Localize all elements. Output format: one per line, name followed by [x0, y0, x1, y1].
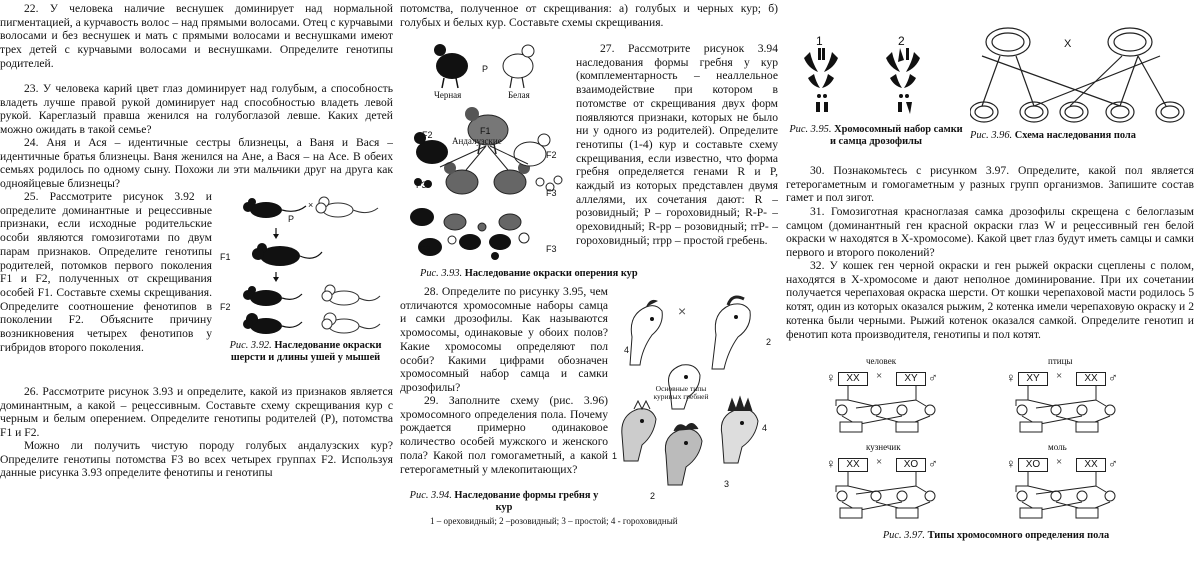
- mouse-black-icon: [243, 313, 302, 334]
- male-symbol-icon: ♂: [1108, 456, 1118, 471]
- mouse-white-icon: [322, 313, 380, 333]
- fig392-caption: [218, 340, 393, 364]
- figure-3-94: [612, 285, 778, 513]
- figure-3-92: [218, 192, 393, 342]
- sex-inheritance-scheme: [970, 24, 1200, 130]
- fig394-num-2: 2: [650, 491, 656, 501]
- fig393-andalusian-label: Андалузские: [452, 136, 502, 146]
- fig396-caption: [970, 130, 1200, 142]
- fig392-p-label: P: [288, 214, 295, 224]
- white-hen-icon: [514, 134, 550, 166]
- fig397-group-birds: [1006, 370, 1166, 436]
- mouse-white-icon: [316, 197, 378, 217]
- task-26: 26. Рассмотрите рисунок 3.93 и определите, какой из признаков является доминантным, а какой – рецессивным. Составьте схему скрещивания кур с черным и белым оперением. Определите генотипы родителей (P), потомства F1 и F2.: [0, 385, 393, 440]
- fig393-f1-label: F1: [480, 126, 491, 136]
- fig395-num-2: 2: [898, 34, 905, 48]
- fig397-male-genotype: XX: [1076, 458, 1106, 472]
- gamete-circle: [837, 405, 847, 415]
- fig392-f1-label: F1: [220, 252, 231, 262]
- task-24: 24. Аня и Ася – идентичные сестры близнецы, а Ваня и Вася – идентичные братья близнецы. Ваня женился на Ане, а Вася – на Асе. В обеих семьях родилось по одному сыну. Похожи ли эти мальчики друг на друга как однояйцевые близнецы?: [0, 136, 393, 191]
- task-31: 31. Гомозиготная красноглазая самка дрозофилы скрещена с белоглазым самцом (доминантный ген красной окраски глаз W и рецессивный ген белой окраски w находятся в Х-хромосоме). Какой цвет глаз будут иметь самцы и самки первого и второго поколений?: [786, 205, 1194, 260]
- fig397-group-name: моль: [1048, 442, 1067, 452]
- female-symbol-icon: ♀: [1006, 370, 1016, 385]
- fig393-f3-label-1: F3: [416, 180, 427, 190]
- fig394-cross: ×: [678, 303, 687, 319]
- rooster-head-icon: [712, 297, 750, 369]
- figure-3-96: [970, 24, 1200, 130]
- female-symbol-icon: ♀: [1006, 456, 1016, 471]
- fig396-cross: Х: [1064, 38, 1072, 50]
- task-26-end: потомства, полученное от скрещивания: а) голубых и черных кур; б) голубых и белых кур. Составьте схемы скрещивания.: [400, 2, 778, 29]
- male-symbol-icon: ♂: [928, 370, 938, 385]
- task-26-continued: Можно ли получить чистую породу голубых андалузских кур? Определите генотипы потомства F3 во всех четырех группах F2. Используя данные рисунка 3.93 определите фенотипы и генотипы: [0, 439, 393, 480]
- task-32: 32. У кошек ген черной окраски и ген рыжей окраски сцеплены с полом, находятся в Х-хромосоме и дают неполное доминирование. При их сочетании получается черепаховая окраска шерсти. От кошки черепаховой масти родилось 5 котят, один из которых оказался рыжим, 2 котенка имели черепаховую окраску и 2 котенка были черными. Рыжий котенок оказался самкой. Определите генотип и фенотип кота производителя, генотипы и пол котят.: [786, 259, 1194, 341]
- fig394-caption-number: Рис. 3.94.: [409, 490, 452, 501]
- mouse-white-icon: [322, 285, 380, 305]
- task-27: 27. Рассмотрите рисунок 3.94 наследования формы гребня у кур (комплементарность – неаллельное взаимодействие при котором в потомстве от скрещивания двух форм появляются признаки, которых не было ни у одного из родителей). Определите генотипы (1-4) кур и составьте схему скрещивания, если известно, что форма гребня определяется генами R и P, каждый из которых представлен двумя аллелями, их сочетания дают: R – розовидный; P – гороховидный; R-P- – ореховидный; R-pp – розовидный; rrP- – гороховидный; rrpp – простой гребень.: [576, 42, 778, 247]
- fig395-caption: [786, 124, 966, 148]
- fig397-group-moth: [1006, 456, 1166, 522]
- fig393-caption: [420, 268, 680, 280]
- fig397-caption-text: Типы хромосомного определения пола: [927, 530, 1110, 541]
- male-symbol-icon: ♂: [1108, 370, 1118, 385]
- fig393-f2-label-left: F2: [422, 130, 433, 140]
- chromosome-set-female-icon: [804, 48, 838, 112]
- fig393-p-label: P: [482, 64, 489, 74]
- fig395-caption-text: Хромосомный набор самки и самца дрозофилы: [829, 124, 963, 147]
- task-28: 28. Определите по рисунку 3.95, чем отличаются хромосомные наборы самца и самки дрозофилы. Как называются хромосомы, одинаковые у обоих полов? Какие хромосомы определяют пол особи? Какими цифрами обозначен хромосомный набор самца и самки дрозофилы?: [400, 285, 608, 394]
- drosophila-chromosomes-illustration: [794, 38, 954, 118]
- fig394-num-4: 4: [624, 345, 630, 355]
- fig394-num-1: 1: [612, 451, 618, 461]
- task-30: 30. Познакомьтесь с рисунком 3.97. Определите, какой пол является гетерогаметным и гомогаметным у разных групп организмов. Запишите состав гамет и пол зигот.: [786, 164, 1194, 205]
- male-symbol-icon: ♂: [928, 456, 938, 471]
- fig394-legend: 1 – ореховидный; 2 –розовидный; 3 – простой; 4 - гороховидный: [430, 516, 678, 526]
- fig394-num-4b: 4: [762, 423, 768, 433]
- figure-3-97: [826, 356, 1166, 526]
- chick-group-icon: [444, 214, 486, 250]
- fig394-num-2-top: 2: [766, 337, 772, 347]
- column-middle: [400, 0, 778, 580]
- rooster-head-icon: [622, 401, 656, 461]
- fig397-group-name: человек: [866, 356, 897, 366]
- fig397-male-genotype: XX: [1076, 372, 1106, 386]
- fig392-caption-number: Рис. 3.92.: [229, 340, 272, 351]
- fig393-f3-label-3: F3: [420, 244, 431, 254]
- fig393-f3-label-2: F3: [546, 188, 557, 198]
- fig392-cross: ×: [308, 200, 314, 210]
- task-29: 29. Заполните схему (рис. 3.96) хромосомного определения пола. Почему рождается примерно одинаковое количество особей мужского и женского пола? Какой пол гомогаметный, а какой гетерогаметный у млекопитающих?: [400, 394, 608, 476]
- female-symbol-icon: ♀: [826, 370, 836, 385]
- white-hen-icon: [503, 45, 534, 88]
- fig396-caption-number: Рис. 3.96.: [970, 130, 1013, 141]
- fig397-female-genotype: XX: [838, 372, 868, 386]
- task-22: 22. У человека наличие веснушек доминирует над нормальной пигментацией, а курчавость волос – над прямыми волосами. Отец с курчавыми волосами и без веснушек и мать с прямыми волосами и веснушками имеют трех детей с курчавыми волосами и веснушками. Определите генотипы родителей.: [0, 2, 393, 70]
- parent-circle-inner: [1114, 33, 1146, 51]
- fig397-group-grasshopper: [826, 456, 986, 522]
- fig393-white-label: Белая: [508, 90, 530, 100]
- figure-3-95: [794, 34, 954, 118]
- fig394-types-label: Основные типы куриных гребней: [653, 384, 709, 401]
- task-25: 25. Рассмотрите рисунок 3.92 и определите доминантные и рецессивные признаки, если исходные родительские особи являются гомозиготами по двум парам признаков. Определите генотипы родителей, потомков первого поколения F1 и F2, полученных от скрещивания особей F1. Составьте схемы скрещивания. Определите соотношение фенотипов в поколении F2. Объясните причину возникновения четырех фенотипов у гибридов второго поколения.: [0, 190, 212, 354]
- fig397-cross: ×: [876, 370, 883, 382]
- fig395-num-1: 1: [816, 34, 823, 48]
- fig397-male-genotype: XY: [896, 372, 926, 386]
- fig397-female-genotype: XX: [838, 458, 868, 472]
- fig393-caption-text: Наследование окраски оперения кур: [464, 268, 638, 279]
- fig397-cross: ×: [1056, 370, 1063, 382]
- fig396-caption-text: Схема наследования пола: [1014, 130, 1136, 141]
- rooster-head-icon: [721, 397, 758, 463]
- mouse-black-icon: [243, 286, 302, 306]
- figure-3-93: [400, 42, 572, 262]
- fig397-female-genotype: XO: [1018, 458, 1048, 472]
- fig397-group-human: [826, 370, 986, 436]
- fig392-f2-label: F2: [220, 302, 231, 312]
- rooster-head-icon: [630, 300, 662, 365]
- fig397-cross: ×: [876, 456, 883, 468]
- mouse-black-icon: [243, 198, 306, 218]
- fig397-female-genotype: XY: [1018, 372, 1048, 386]
- chick-group-icon: [489, 214, 529, 260]
- fig393-caption-number: Рис. 3.93.: [420, 268, 463, 279]
- mice-inheritance-illustration: [218, 192, 393, 342]
- fig397-group-name: птицы: [1048, 356, 1073, 366]
- fig395-caption-number: Рис. 3.95.: [789, 124, 832, 135]
- fig397-caption-number: Рис. 3.97.: [882, 530, 925, 541]
- fig392-caption-text: Наследование окраски шерсти и длины ушей у мышей: [230, 340, 382, 363]
- fig397-caption: [846, 530, 1146, 542]
- column-left: [0, 0, 393, 580]
- fig394-caption: [400, 490, 608, 514]
- blue-andalusian-hen-icon: [494, 162, 530, 194]
- female-symbol-icon: ♀: [826, 456, 836, 471]
- blue-andalusian-hen-icon: [444, 162, 478, 194]
- fig393-f3-label-4: F3: [546, 244, 557, 254]
- fig394-caption-text: Наследование формы гребня у кур: [454, 490, 599, 513]
- fig397-male-genotype: XO: [896, 458, 926, 472]
- chromosome-set-male-icon: [886, 48, 920, 114]
- black-hen-icon: [434, 44, 468, 88]
- fig397-cross: ×: [1056, 456, 1063, 468]
- parent-circle-inner: [992, 33, 1024, 51]
- fig394-num-3: 3: [724, 479, 730, 489]
- fig393-black-label: Черная: [434, 90, 462, 100]
- task-23: 23. У человека карий цвет глаз доминирует над голубым, а способность владеть лучше правой рукой доминирует над способностью владеть левой рукой. Кареглазый правша женился на голубоглазой левше. Каких детей можно ожидать в такой семье?: [0, 82, 393, 137]
- mouse-black-icon: [252, 243, 322, 266]
- fig393-f2-label-right: F2: [546, 150, 557, 160]
- rooster-head-icon: [665, 423, 702, 485]
- fig397-group-name: кузнечик: [866, 442, 901, 452]
- column-right: [786, 0, 1200, 580]
